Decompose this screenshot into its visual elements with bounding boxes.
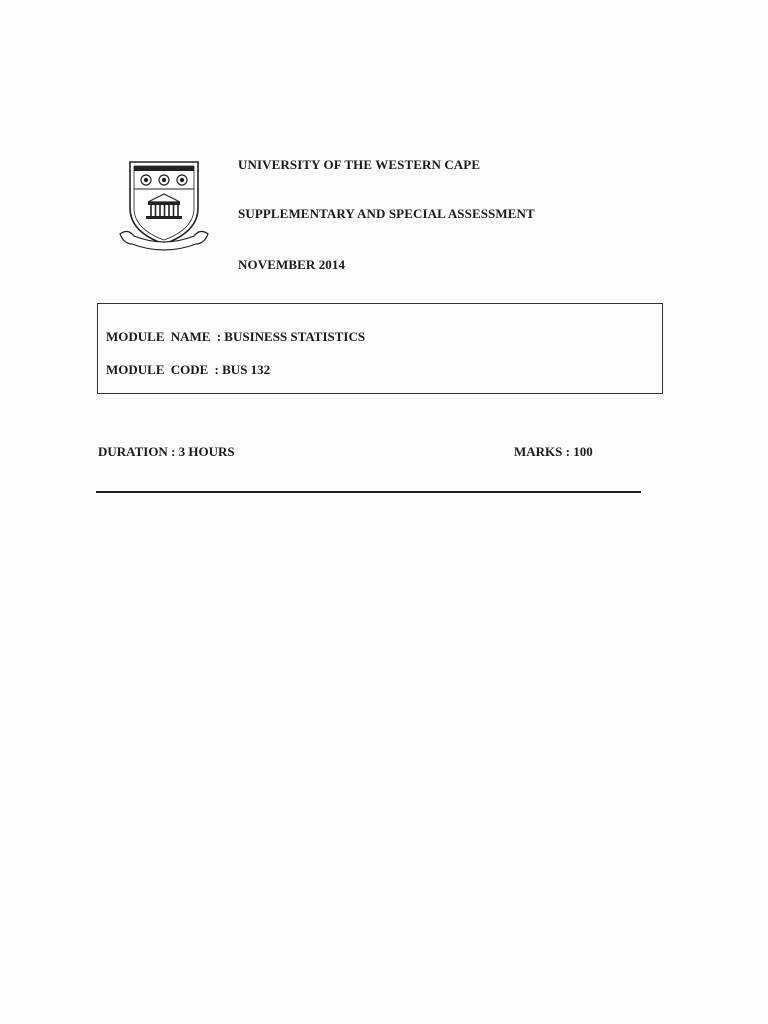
duration-label: DURATION :	[98, 444, 176, 459]
marks-label: MARKS :	[514, 444, 570, 459]
module-code-label: MODULE CODE :	[106, 362, 219, 377]
module-code-line	[106, 362, 270, 378]
duration-value: 3 HOURS	[178, 444, 235, 459]
module-name-label: MODULE NAME :	[106, 329, 222, 344]
divider-rule	[96, 491, 641, 493]
assessment-title: SUPPLEMENTARY AND SPECIAL ASSESSMENT	[238, 206, 535, 221]
module-name-value: BUSINESS STATISTICS	[224, 329, 366, 344]
institution-name: UNIVERSITY OF THE WESTERN CAPE	[238, 157, 481, 172]
duration-line	[98, 444, 235, 460]
university-crest-icon	[118, 158, 210, 258]
module-code-value: BUS 132	[222, 362, 271, 377]
module-info-box	[97, 303, 663, 394]
marks-value: 100	[573, 444, 593, 459]
assessment-session: NOVEMBER 2014	[238, 257, 346, 272]
marks-line	[514, 444, 593, 460]
module-name-line	[106, 329, 365, 345]
